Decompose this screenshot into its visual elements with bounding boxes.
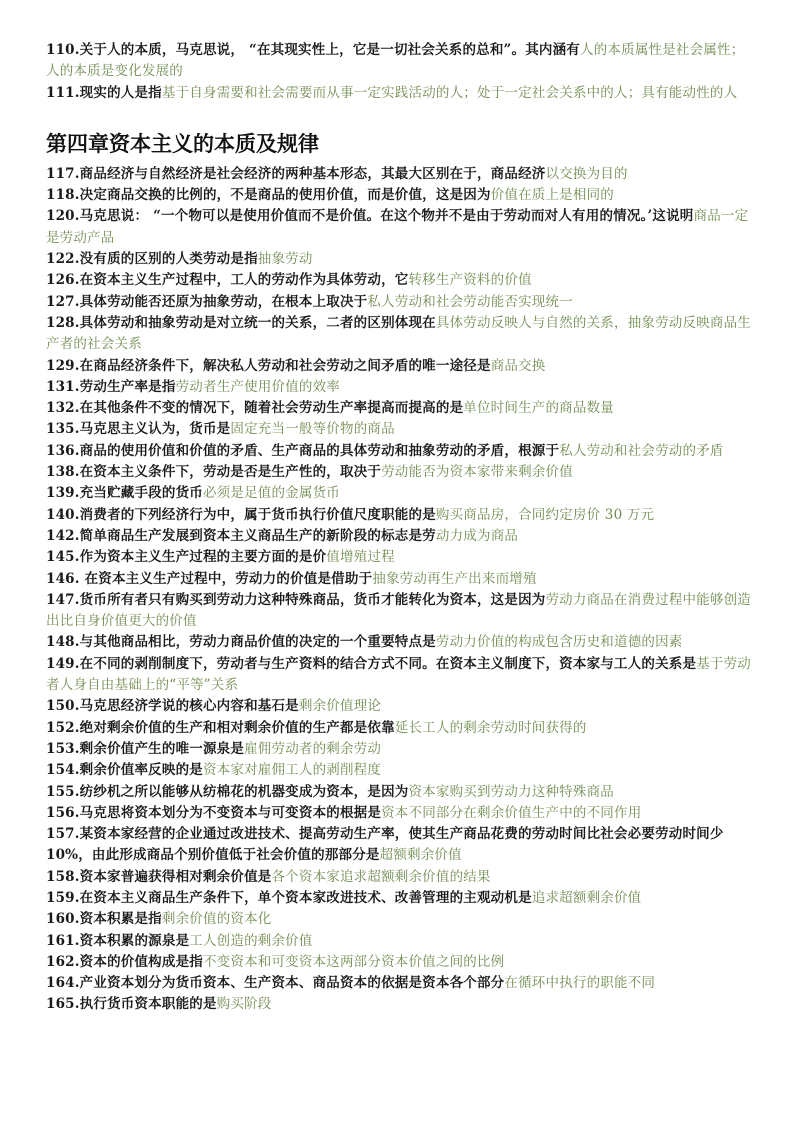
answer-text: 必须是足值的金属货币 — [202, 485, 340, 502]
question-item — [46, 483, 754, 504]
answer-text: 以交换为目的 — [545, 165, 628, 182]
question-item — [46, 164, 754, 185]
answer-text: 各个资本家追求超额剩余价值的结果 — [271, 868, 491, 885]
answer-text: 在循环中执行的职能不同 — [504, 975, 656, 992]
answer-text: 超额剩余价值 — [379, 847, 462, 864]
question-text: 160.资本积累是指 — [46, 911, 162, 928]
answer-text: 资本家对雇佣工人的剥削程度 — [202, 762, 382, 779]
answer-text: 商品一定是劳动产品 — [46, 208, 749, 246]
question-text: 131.劳动生产率是指 — [46, 378, 176, 395]
question-item — [46, 356, 754, 377]
answer-text: 人的本质属性是社会属性；人的本质是变化发展的 — [46, 42, 745, 80]
answer-text: 工人创造的剩余价值 — [189, 932, 313, 949]
question-list — [46, 164, 754, 1016]
question-text: 154.剩余价值率反映的是 — [46, 762, 203, 779]
answer-text: 固定充当一般等价物的商品 — [230, 421, 395, 438]
question-item — [46, 462, 754, 483]
question-item — [46, 83, 754, 104]
question-text: 158.资本家普遍获得相对剩余价值是 — [46, 868, 272, 885]
question-text: 122.没有质的区别的人类劳动是指 — [46, 251, 258, 268]
question-text: 117.商品经济与自然经济是社会经济的两种基本形态，其最大区别在于，商品经济 — [46, 165, 546, 182]
question-text: 150.马克思经济学说的核心内容和基石是 — [46, 698, 299, 715]
answer-text: 动力成为商品 — [435, 527, 519, 544]
question-text: 162.资本的价值构成是指 — [46, 953, 203, 970]
answer-text: 私人劳动和社会劳动的矛盾 — [559, 442, 724, 459]
question-text: 142.简单商品生产发展到资本主义商品生产的新阶段的标志是劳 — [46, 527, 436, 544]
question-text: 120.马克思说： “一个物可以是使用价值而不是价值。在这个物并不是由于劳动而对人有用的情况。’这说明 — [46, 208, 694, 225]
question-item — [46, 718, 754, 739]
answer-text: 资本不同部分在剩余价值生产中的不同作用 — [381, 804, 642, 821]
question-text: 129.在商品经济条件下，解决私人劳动和社会劳动之间矛盾的唯一途径是 — [46, 357, 491, 374]
question-item — [46, 632, 754, 653]
answer-text: 抽象劳动 — [257, 251, 313, 268]
question-text: 126.在资本主义生产过程中，工人的劳动作为具体劳动，它 — [46, 272, 409, 289]
question-item — [46, 782, 754, 803]
question-item — [46, 696, 754, 717]
question-text: 148.与其他商品相比，劳动力商品价值的决定的一个重要特点是 — [46, 634, 436, 651]
question-text: 145.作为资本主义生产过程的主要方面的是价 — [46, 549, 327, 566]
question-text: 136.商品的使用价值和价值的矛盾、生产商品的具体劳动和抽象劳动的矛盾，根源于 — [46, 442, 560, 459]
answer-text: 私人劳动和社会劳动能否实现统一 — [367, 293, 573, 310]
question-item — [46, 313, 754, 356]
answer-text: 抽象劳动再生产出来而增殖 — [372, 570, 537, 587]
question-item — [46, 526, 754, 547]
question-text: 165.执行货币资本职能的是 — [46, 996, 217, 1013]
chapter-title: 第四章资本主义的本质及规律 — [46, 131, 319, 156]
question-text: 118.决定商品交换的比例的，不是商品的使用价值，而是价值，这是因为 — [46, 187, 491, 204]
question-text: 110.关于人的本质，马克思说， “在其现实性上，它是一切社会关系的总和”。其内涵有 — [46, 42, 581, 58]
question-item — [46, 654, 754, 697]
answer-text: 单位时间生产的商品数量 — [463, 400, 614, 417]
question-item — [46, 547, 754, 568]
question-text: 153.剩余价值产生的唯一源泉是 — [46, 740, 245, 757]
question-text: 147.货币所有者只有购买到劳动力这种特殊商品，货币才能转化为资本，这是因为 — [46, 591, 546, 608]
answer-text: 追求超额剩余价值 — [531, 889, 642, 906]
question-text: 152.绝对剩余价值的生产和相对剩余价值的生产都是依靠 — [46, 719, 395, 736]
question-text: 157.某资本家经营的企业通过改进技术、提高劳动生产率，使其生产商品花费的劳动时间比社会必要劳动时间少 10%，由此形成商品个别价值低于社会价值的那部分是 — [46, 826, 724, 864]
question-item — [46, 206, 754, 249]
question-item — [46, 292, 754, 313]
question-text: 164.产业资本划分为货币资本、生产资本、商品资本的依据是资本各个部分 — [46, 975, 505, 992]
question-text: 149.在不同的剥削制度下，劳动者与生产资料的结合方式不同。在资本主义制度下，资本家与工人的关系是 — [46, 655, 697, 672]
question-item — [46, 185, 754, 206]
question-item — [46, 824, 754, 867]
answer-text: 购买商品房，合同约定房价 30 万元 — [435, 506, 655, 523]
answer-text: 劳动者生产使用价值的效率 — [175, 378, 340, 395]
question-text: 140.消费者的下列经济行为中，属于货币执行价值尺度职能的是 — [46, 506, 436, 523]
question-item — [46, 40, 754, 83]
answer-text: 雇佣劳动者的剩余劳动 — [244, 740, 382, 757]
question-text: 138.在资本主义条件下，劳动是否是生产性的，取决于 — [46, 464, 382, 481]
question-item — [46, 249, 754, 270]
answer-text: 劳动力商品在消费过程中能够创造出比自身价值更大的价值 — [46, 591, 751, 630]
question-item — [46, 867, 754, 888]
question-item — [46, 952, 754, 973]
question-item — [46, 377, 754, 398]
answer-text: 基于自身需要和社会需要而从事一定实践活动的人；处于一定社会关系中的人；具有能动性的人 — [161, 84, 738, 101]
question-item — [46, 973, 754, 994]
answer-text: 劳动力价值的构成包含历史和道德的因素 — [435, 634, 683, 651]
answer-text: 延长工人的剩余劳动时间获得的 — [394, 719, 587, 736]
question-item — [46, 760, 754, 781]
answer-text: 剩余价值理论 — [298, 698, 382, 715]
answer-text: 劳动能否为资本家带来剩余价值 — [381, 464, 573, 481]
question-text: 128.具体劳动和抽象劳动是对立统一的关系，二者的区别体现在 — [46, 314, 436, 331]
top-question-list — [46, 40, 754, 104]
question-text: 156.马克思将资本划分为不变资本与可变资本的根据是 — [46, 804, 382, 821]
answer-text: 剩余价值的资本化 — [161, 911, 272, 928]
question-item — [46, 419, 754, 440]
answer-text: 具体劳动反映人与自然的关系，抽象劳动反映商品生产者的社会关系 — [46, 314, 751, 353]
question-item — [46, 398, 754, 419]
question-text: 132.在其他条件不变的情况下，随着社会劳动生产率提高而提高的是 — [46, 400, 464, 417]
question-text: 135.马克思主义认为，货币是 — [46, 421, 231, 438]
answer-text: 商品交换 — [490, 357, 546, 374]
question-item — [46, 270, 754, 291]
question-item — [46, 505, 754, 526]
question-text: 146. 在资本主义生产过程中，劳动力的价值是借助于 — [46, 570, 373, 587]
answer-text: 不变资本和可变资本这两部分资本价值之间的比例 — [202, 953, 505, 970]
question-item — [46, 803, 754, 824]
question-item — [46, 909, 754, 930]
question-item — [46, 994, 754, 1015]
question-text: 127.具体劳动能否还原为抽象劳动，在根本上取决于 — [46, 293, 368, 310]
answer-text: 资本家购买到劳动力这种特殊商品 — [408, 783, 614, 800]
answer-text: 购买阶段 — [216, 996, 272, 1013]
question-item — [46, 931, 754, 952]
question-item — [46, 590, 754, 633]
question-text: 139.充当贮藏手段的货币 — [46, 485, 203, 502]
question-item — [46, 739, 754, 760]
question-item — [46, 441, 754, 462]
question-text: 111.现实的人是指 — [46, 84, 162, 101]
answer-text: 价值在质上是相同的 — [490, 187, 614, 204]
question-text: 155.纺纱机之所以能够从纺棉花的机器变成为资本，是因为 — [46, 783, 409, 800]
question-text: 161.资本积累的源泉是 — [46, 932, 190, 949]
answer-text: 基于劳动者人身自由基础上的“平等”关系 — [46, 655, 751, 694]
answer-text: 值增殖过程 — [326, 549, 395, 566]
question-item — [46, 569, 754, 590]
answer-text: 转移生产资料的价值 — [408, 272, 532, 289]
question-item — [46, 888, 754, 909]
question-text: 159.在资本主义商品生产条件下，单个资本家改进技术、改善管理的主观动机是 — [46, 889, 532, 906]
